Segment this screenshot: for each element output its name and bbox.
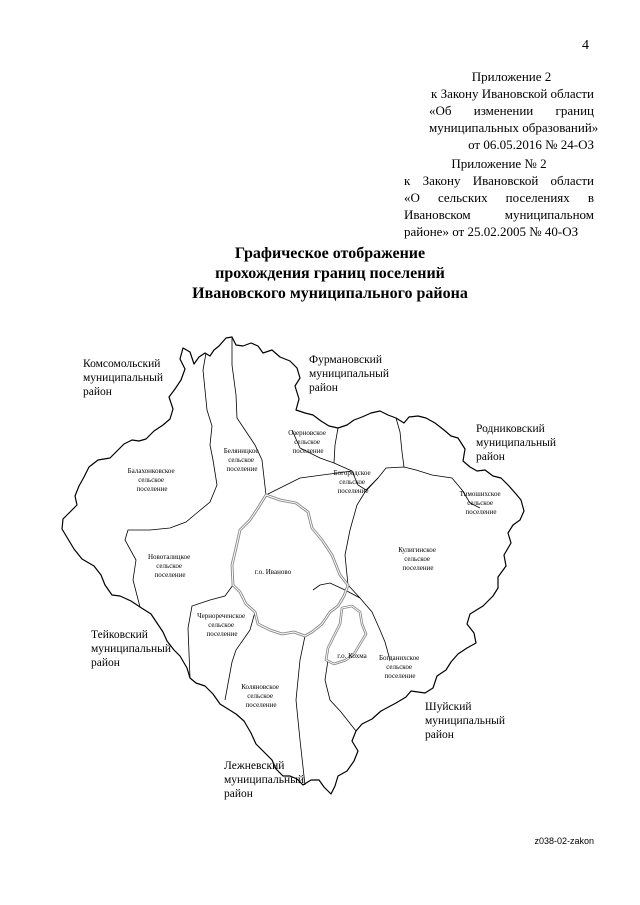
district-label-line: район <box>224 788 253 800</box>
ivanovo-city-boundary <box>232 495 348 636</box>
district-label-shuysky <box>425 701 508 741</box>
boundary-line <box>266 467 480 508</box>
district-label-line: муниципальный <box>425 715 506 727</box>
settlement-label-line: поселение <box>245 701 277 709</box>
district-label-line: муниципальный <box>309 368 390 380</box>
settlement-label-line: сельское <box>386 663 413 671</box>
settlement-label-bogdanikhskoe <box>379 654 421 680</box>
settlement-label-line: Балахонковское <box>127 467 175 475</box>
district-label-line: Комсомольский <box>83 358 161 370</box>
settlement-label-line: поселение <box>226 465 258 473</box>
settlement-label-line: сельское <box>156 562 183 570</box>
district-label-line: муниципальный <box>91 643 172 655</box>
appendix-2-line: Ивановском муниципальном <box>404 207 594 222</box>
settlement-label-line: поселение <box>465 508 497 516</box>
district-label-line: Шуйский <box>425 701 472 713</box>
settlement-label-line: Чернореченское <box>197 612 246 620</box>
settlement-label-line: Беляницкое <box>223 447 259 455</box>
district-label-line: муниципальный <box>83 372 164 384</box>
settlement-label-kuliginskoe <box>398 546 438 572</box>
district-label-line: район <box>83 386 112 398</box>
district-label-line: муниципальный <box>476 437 557 449</box>
district-label-furmanovsky <box>309 354 392 394</box>
settlement-label-line: сельское <box>208 621 235 629</box>
city-label-ivanovo: г.о. Иваново <box>254 568 292 576</box>
settlement-label-line: Кулигинское <box>398 546 437 554</box>
title-line: Графическое отображение <box>234 245 426 262</box>
settlement-label-line: Коляновское <box>241 683 280 691</box>
settlement-label-line: Озерновское <box>288 429 327 437</box>
boundary-line <box>296 636 305 785</box>
settlement-label-line: сельское <box>247 692 274 700</box>
settlement-label-novotalitskoe <box>148 553 192 579</box>
boundary-line <box>345 478 378 598</box>
appendix-2-line: к Закону Ивановской области <box>404 173 594 188</box>
appendix-2-line: районе» от 25.02.2005 № 40-ОЗ <box>404 224 579 239</box>
settlement-label-line: поселение <box>384 672 416 680</box>
settlement-label-line: сельское <box>228 456 255 464</box>
district-label-rodnikovsky <box>476 423 559 463</box>
settlement-label-belyanitskoe <box>224 447 261 473</box>
settlement-label-line: поселение <box>154 571 186 579</box>
district-label-teykovsky <box>91 629 174 669</box>
page-number: 4 <box>582 38 589 53</box>
appendix-1-line: к Закону Ивановской области <box>431 86 594 101</box>
district-label-lezhnevsky <box>224 760 307 800</box>
settlement-label-balakhonkovskoe <box>128 467 177 493</box>
settlement-label-line: поселение <box>292 447 324 455</box>
appendix-1-line: Приложение 2 <box>471 69 552 84</box>
settlement-label-line: Богданихское <box>378 654 420 662</box>
title-line: Ивановского муниципального района <box>192 285 468 302</box>
appendix-2-line: «О сельских поселениях в <box>404 190 594 205</box>
settlement-label-line: поселение <box>402 564 434 572</box>
settlement-label-line: сельское <box>339 478 366 486</box>
district-label-line: муниципальный <box>224 774 305 786</box>
district-label-line: Лежневский <box>224 760 285 772</box>
settlement-label-chernorechenskoe <box>197 612 247 638</box>
settlement-label-line: Новоталицкое <box>147 553 191 561</box>
settlement-label-line: сельское <box>294 438 321 446</box>
district-label-line: район <box>91 657 120 669</box>
city-label-kokhma: г.о. Кохма <box>337 652 367 660</box>
settlement-label-line: сельское <box>404 555 431 563</box>
settlement-label-timoshikhskoe <box>460 490 503 516</box>
appendix-1-line: «Об изменении границ <box>429 103 594 118</box>
settlement-label-line: поселение <box>337 487 369 495</box>
boundary-line <box>325 660 356 731</box>
settlement-label-line: сельское <box>138 476 165 484</box>
appendix-1-line: муниципальных образований» <box>429 120 599 135</box>
footer-code: z038-02-zakon <box>534 836 594 846</box>
settlement-label-kolyanovskoe <box>241 683 281 709</box>
settlement-label-line: поселение <box>136 485 168 493</box>
settlement-label-line: поселение <box>206 630 238 638</box>
boundary-line <box>334 428 338 463</box>
ivanovo-city-boundary-inner <box>232 495 348 636</box>
district-label-line: район <box>309 382 338 394</box>
district-label-komsomolsky <box>83 358 166 398</box>
settlement-label-line: Тимошихское <box>459 490 501 498</box>
district-label-line: район <box>425 729 454 741</box>
boundary-line <box>396 418 404 467</box>
district-label-line: Родниковский <box>476 423 545 435</box>
district-label-line: район <box>476 451 505 463</box>
settlement-label-ozernovskoe <box>288 429 328 455</box>
settlement-label-line: Богородское <box>333 469 371 477</box>
appendix-2-line: Приложение № 2 <box>451 156 547 171</box>
title-line: прохождения границ поселений <box>215 265 445 282</box>
district-label-line: Тейковский <box>91 629 148 641</box>
appendix-1-line: от 06.05.2016 № 24-ОЗ <box>468 137 594 152</box>
settlement-label-bogorodskoe <box>334 469 373 495</box>
settlement-label-line: сельское <box>467 499 494 507</box>
district-label-line: Фурмановский <box>309 354 382 366</box>
